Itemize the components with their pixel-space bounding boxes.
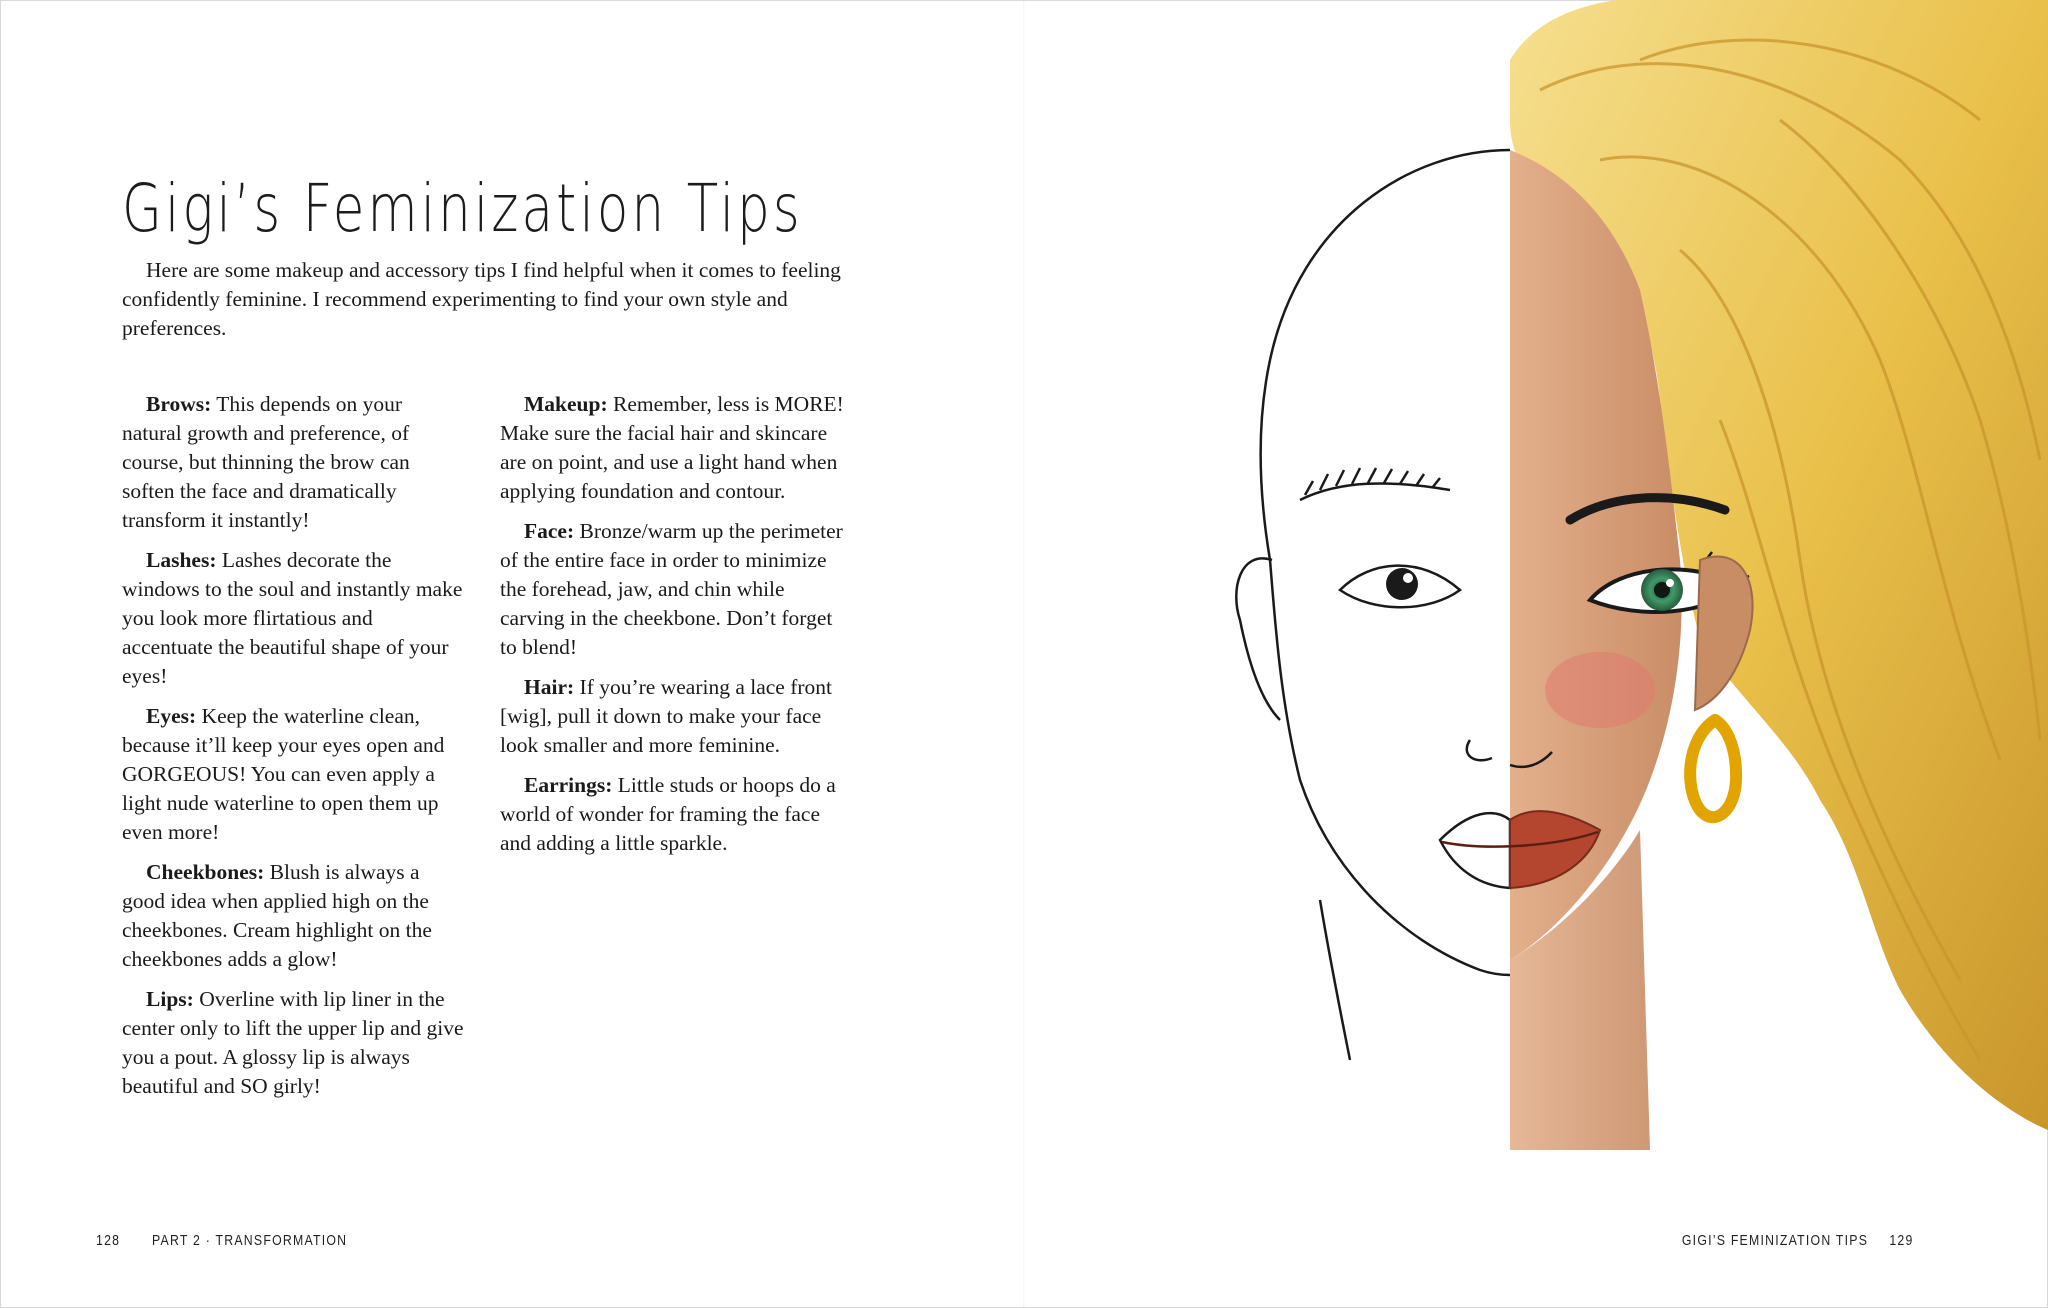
left-ear <box>1236 558 1280 720</box>
tip-hair <box>500 673 845 760</box>
tip-makeup <box>500 390 845 506</box>
left-eyebrow <box>1300 468 1450 500</box>
tip-cheekbones <box>122 858 467 974</box>
tip-face <box>500 517 845 662</box>
tip-term: Lips: <box>146 987 194 1011</box>
tip-text: Lashes decorate the windows to the soul and instantly make you look more flirtatious and accentuate the beautiful shape of your eyes! <box>122 548 463 688</box>
tip-term: Earrings: <box>524 773 613 797</box>
tip-lashes <box>122 546 467 691</box>
tip-term: Eyes: <box>146 704 197 728</box>
tips-column-left <box>122 390 467 1112</box>
neck-line-left <box>1320 900 1350 1060</box>
lips-left-outline <box>1440 813 1510 888</box>
left-iris <box>1386 568 1418 600</box>
tip-eyes <box>122 702 467 847</box>
blush <box>1545 652 1655 728</box>
left-eye-highlight <box>1403 573 1413 583</box>
tip-text: If you’re wearing a lace front [wig], pull it down to make your face look smaller and more feminine. <box>500 675 833 757</box>
tip-brows <box>122 390 467 535</box>
tip-text: Blush is always a good idea when applied high on the cheekbones. Cream highlight on the cheekbones adds a glow! <box>122 860 432 971</box>
tip-earrings <box>500 771 845 858</box>
tip-term: Brows: <box>146 392 212 416</box>
right-eye-highlight <box>1666 579 1674 587</box>
hoop-earring <box>1690 720 1736 817</box>
tip-term: Face: <box>524 519 575 543</box>
tip-term: Hair: <box>524 675 575 699</box>
right-page-number: 129 <box>1889 1232 1914 1249</box>
right-running-head: GIGI’S FEMINIZATION TIPS <box>1681 1232 1868 1249</box>
tip-term: Cheekbones: <box>146 860 265 884</box>
tip-text: Bronze/warm up the perimeter of the entire face in order to minimize the forehead, jaw, and chin while carving in the cheekbone. Don’t forget to blend! <box>500 519 843 659</box>
page-gutter <box>1023 0 1025 1308</box>
intro-paragraph: Here are some makeup and accessory tips I find helpful when it comes to feeling confidently feminine. I recommend experimenting to find your own style and preferences. <box>122 258 841 340</box>
tip-lips <box>122 985 467 1101</box>
tip-text: Remember, less is MORE! Make sure the facial hair and skincare are on point, and use a light hand when applying foundation and contour. <box>500 392 844 503</box>
left-page-number: 128 <box>96 1232 121 1249</box>
tip-term: Lashes: <box>146 548 217 572</box>
tip-term: Makeup: <box>524 392 608 416</box>
tip-text: Little studs or hoops do a world of wonder for framing the face and adding a little sparkle. <box>500 773 836 855</box>
page-title: Gigi’s Feminization Tips <box>122 170 803 247</box>
tip-text: Overline with lip liner in the center only to lift the upper lip and give you a pout. A glossy lip is always beautiful and SO girly! <box>122 987 464 1098</box>
half-made-up-face-illustration <box>1180 0 2048 1180</box>
tip-text: Keep the waterline clean, because it’ll keep your eyes open and GORGEOUS! You can even apply a light nude waterline to open them up even more! <box>122 704 445 844</box>
tips-column-right <box>500 390 845 869</box>
left-running-head: PART 2 · TRANSFORMATION <box>152 1232 348 1249</box>
tip-text: This depends on your natural growth and preference, of course, but thinning the brow can soften the face and dramatically transform it instantly! <box>122 392 410 532</box>
